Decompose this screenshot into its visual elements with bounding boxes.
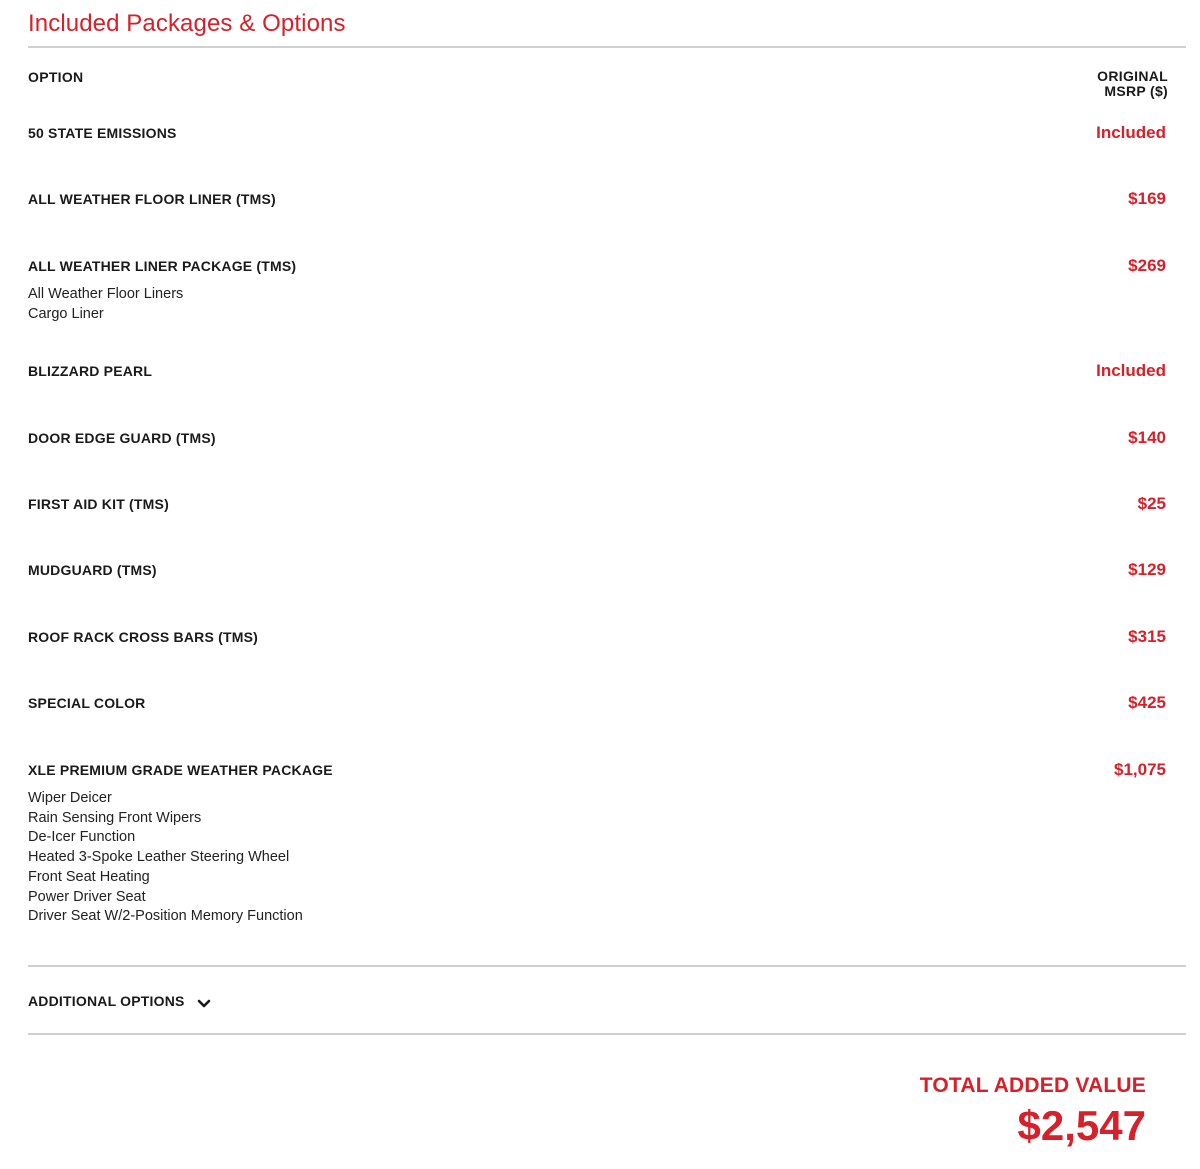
package-feature: Cargo Liner xyxy=(28,305,104,322)
option-name: XLE PREMIUM GRADE WEATHER PACKAGE xyxy=(28,762,333,778)
package-features-list xyxy=(28,789,303,927)
chevron-down-icon xyxy=(197,996,211,1006)
divider xyxy=(28,46,1186,48)
package-feature: Rain Sensing Front Wipers xyxy=(28,809,202,826)
option-price: $315 xyxy=(1128,627,1166,646)
total-added-value-amount: $2,547 xyxy=(1017,1102,1146,1149)
package-feature: Power Driver Seat xyxy=(28,888,146,905)
column-header-msrp xyxy=(1097,69,1168,99)
package-feature: Driver Seat W/2-Position Memory Function xyxy=(28,908,303,925)
option-name: FIRST AID KIT (TMS) xyxy=(28,496,169,512)
package-feature: Heated 3-Spoke Leather Steering Wheel xyxy=(28,849,290,866)
divider xyxy=(28,1033,1186,1035)
total-added-value-label: TOTAL ADDED VALUE xyxy=(919,1074,1146,1097)
additional-options-toggle[interactable] xyxy=(28,993,211,1009)
divider xyxy=(28,965,1186,967)
option-price: Included xyxy=(1096,361,1166,380)
package-features-list xyxy=(28,285,183,324)
option-name: DOOR EDGE GUARD (TMS) xyxy=(28,430,216,446)
option-price: $269 xyxy=(1128,256,1166,275)
package-feature: De-Icer Function xyxy=(28,829,136,846)
column-header-msrp-line2: MSRP ($) xyxy=(1104,83,1168,99)
package-feature: Front Seat Heating xyxy=(28,868,150,885)
option-price: Included xyxy=(1096,123,1166,142)
option-name: ALL WEATHER FLOOR LINER (TMS) xyxy=(28,191,276,207)
option-price: $169 xyxy=(1128,189,1166,208)
option-price: $1,075 xyxy=(1114,760,1166,779)
column-header-option: OPTION xyxy=(28,69,84,85)
option-price: $425 xyxy=(1128,693,1166,712)
option-price: $25 xyxy=(1137,494,1166,513)
column-header-msrp-line1: ORIGINAL xyxy=(1097,68,1168,84)
option-name: MUDGUARD (TMS) xyxy=(28,562,157,578)
option-name: 50 STATE EMISSIONS xyxy=(28,125,177,141)
option-name: SPECIAL COLOR xyxy=(28,695,146,711)
package-feature: Wiper Deicer xyxy=(28,790,112,806)
section-title: Included Packages & Options xyxy=(28,10,346,37)
option-name: ALL WEATHER LINER PACKAGE (TMS) xyxy=(28,258,297,274)
package-feature: All Weather Floor Liners xyxy=(28,286,184,302)
option-price: $140 xyxy=(1128,428,1166,447)
option-price: $129 xyxy=(1128,560,1166,579)
option-name: ROOF RACK CROSS BARS (TMS) xyxy=(28,629,258,645)
option-name: BLIZZARD PEARL xyxy=(28,363,153,379)
additional-options-label: ADDITIONAL OPTIONS xyxy=(28,993,185,1009)
